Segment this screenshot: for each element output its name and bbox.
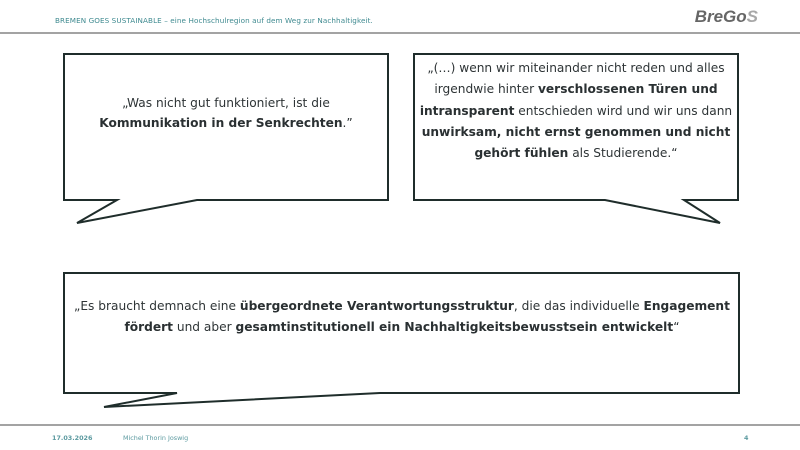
speech-bubble-3 [64, 273, 739, 407]
brand-logo-accent: S [746, 7, 758, 26]
quote-3-seg-0: „Es braucht demnach eine [74, 299, 240, 313]
brand-logo-main: BreGo [694, 7, 747, 26]
quote-3-seg-3: Engagement fördert [124, 299, 730, 334]
quote-2-seg-1: verschlossenen Türen und intransparent [419, 82, 718, 118]
speech-bubble-1 [64, 54, 388, 223]
quote-1-seg-1: Kommunikation in der Senkrechten [99, 115, 343, 130]
page-number: 4 [744, 434, 749, 442]
quote-2-seg-0: „(…) wenn wir miteinander nicht reden und alles irgendwie hinter [427, 61, 725, 97]
footer-divider [0, 424, 800, 426]
header-title: BREMEN GOES SUSTAINABLE – eine Hochschulregion auf dem Weg zur Nachhaltigkeit. [55, 16, 373, 25]
quote-3-seg-1: übergeordnete Verantwortungsstruktur [239, 299, 514, 313]
quote-3-seg-6: “ [673, 320, 680, 334]
quote-1-seg-2: .” [342, 115, 353, 130]
quote-3-seg-4: und aber [172, 320, 236, 334]
quote-2-seg-4: als Studierende.“ [568, 146, 678, 161]
quote-2-seg-2: entschieden wird und wir uns dann [514, 103, 733, 118]
quote-2 [414, 58, 738, 164]
quote-1-seg-0: „Was nicht gut funktioniert, ist die [122, 96, 330, 110]
quote-3-seg-2: , die das individuelle [513, 299, 644, 313]
quote-2-seg-3: unwirksam, nicht ernst genommen und nicht gehört fühlen [421, 124, 731, 161]
quote-3-seg-5: gesamtinstitutionell ein Nachhaltigkeitsbewusstsein entwickelt [235, 320, 674, 334]
quote-1 [70, 94, 382, 133]
footer-author: Michel Thorin Joswig [123, 434, 189, 442]
quote-3 [68, 296, 736, 338]
footer-date: 17.03.2026 [52, 434, 93, 442]
